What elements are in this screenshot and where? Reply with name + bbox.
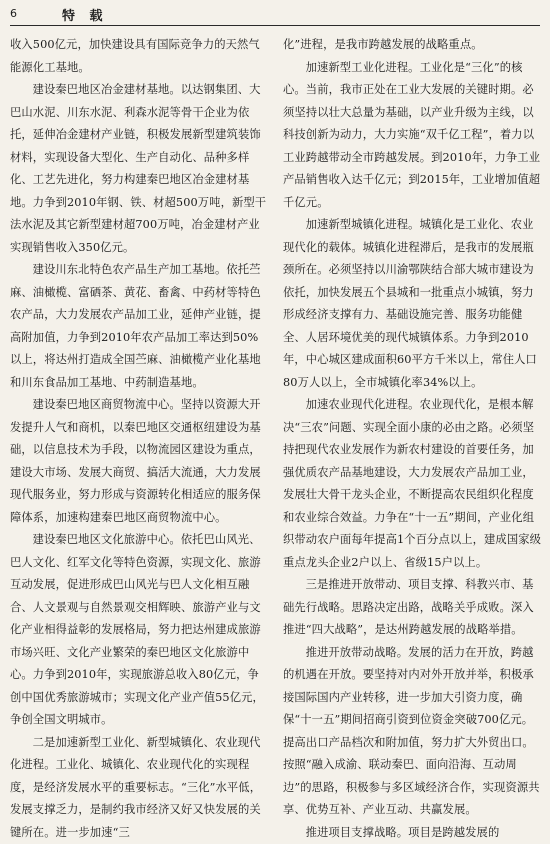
left-column <box>10 34 269 820</box>
section-title: 特 载 <box>62 5 108 24</box>
paragraph: 建设川东北特色农产品生产加工基地。依托苎麻、油橄榄、富硒茶、黄花、畜禽、中药材等特色农产品，大力发展农产品加工业，延伸产业链，提高附加值，力争到2010年农产品加工率达到50%以上，将达州打造成全国苎麻、油橄榄产业化基地和川东食品加工基地、中药制造基地。 <box>10 259 269 394</box>
paragraph: 建设秦巴地区冶金建材基地。以达钢集团、大巴山水泥、川东水泥、利森水泥等骨干企业为依托，延伸冶金建材产业链，积极发展新型建筑装饰材料，实现设备大型化、生产自动化、品种多样化、工艺先进化，努力构建秦巴地区冶金建材基地。力争到2010年钢、铁、材超500万吨，新型干法水泥及其它新型建材超700万吨，冶金建材产业实现销售收入350亿元。 <box>10 79 269 259</box>
paragraph: 加速农业现代化进程。农业现代化，是根本解决“三农”问题、实现全面小康的必由之路。必须坚持把现代农业发展作为新农村建设的首要任务，加强优质农产品基地建设，大力发展农产品加工业，发展壮大骨干龙头企业，不断提高农民组织化程度和农业综合效益。力争在“十一五”期间，产业化组织带动农户面每年提高1个百分点以上，建成国家级重点龙头企业2户以上、省级15户以上。 <box>283 394 542 574</box>
paragraph: 建设秦巴地区文化旅游中心。依托巴山风光、巴人文化、红军文化等特色资源，实现文化、旅游互动发展，促进形成巴山风光与巴人文化相互融合、人文景观与自然景观交相辉映、旅游产业与文化产业相得益彰的发展格局，努力把达州建成旅游市场兴旺、文化产业繁荣的秦巴地区文化旅游中心。力争到2010年，实现旅游总收入80亿元，争创中国优秀旅游城市；实现文化产业产值55亿元，争创全国文明城市。 <box>10 529 269 732</box>
paragraph: 二是加速新型工业化、新型城镇化、农业现代化进程。工业化、城镇化、农业现代化的实现程度，是经济发展水平的重要标志。“三化”水平低，发展支撑乏力，是制约我市经济又好又快发展的关键所在。进一步加速“三 <box>10 732 269 844</box>
paragraph: 加速新型城镇化进程。城镇化是工业化、农业现代化的载体。城镇化进程滞后，是我市的发展瓶颈所在。必须坚持以川渝鄂陕结合部大城市建设为依托，加快发展五个县城和一批重点小城镇，努力形成经济支撑有力、基础设施完善、服务功能健全、人居环境优美的现代城镇体系。力争到2010年，中心城区建成面积60平方千米以上，常住人口80万人以上，全市城镇化率34%以上。 <box>283 214 542 394</box>
paragraph: 加速新型工业化进程。工业化是“三化”的核心。当前，我市正处在工业大发展的关键时期。必须坚持以壮大总量为基础，以产业升级为主线，以科技创新为动力，大力实施“双千亿工程”，着力以工业跨越带动全市跨越发展。到2010年，力争工业产品销售收入达千亿元；到2015年，工业增加值超千亿元。 <box>283 57 542 215</box>
page-header <box>10 5 540 26</box>
paragraph: 化”进程，是我市跨越发展的战略重点。 <box>283 34 542 57</box>
paragraph: 推进项目支撑战略。项目是跨越发展的 <box>283 822 542 844</box>
paragraph: 建设秦巴地区商贸物流中心。坚持以资源大开发提升人气和商机，以秦巴地区交通枢纽建设为基础，以信息技术为手段，以物流园区建设为重点，建设大市场、发展大商贸、搞活大流通，大力发展现代服务业，努力形成与资源转化相适应的服务保障体系，加速构建秦巴地区商贸物流中心。 <box>10 394 269 529</box>
paragraph: 三是推进开放带动、项目支撑、科教兴市、基础先行战略。思路决定出路，战略关乎成败。深入推进“四大战略”，是达州跨越发展的战略举措。 <box>283 574 542 642</box>
paragraph: 收入500亿元，加快建设具有国际竞争力的天然气能源化工基地。 <box>10 34 269 79</box>
paragraph: 推进开放带动战略。发展的活力在开放，跨越的机遇在开放。要坚持对内对外开放并举，积极承接国际国内产业转移，进一步加大引资力度，确保“十一五”期间招商引资到位资金突破700亿元。提高出口产品档次和附加值，努力扩大外贸出口。按照“融入成渝、联动秦巴、面向沿海、互动周边”的思路，积极参与多区域经济合作，实现资源共享、优势互补、产业互动、共赢发展。 <box>283 642 542 822</box>
page-number: 6 <box>10 7 17 20</box>
right-column <box>283 34 542 820</box>
